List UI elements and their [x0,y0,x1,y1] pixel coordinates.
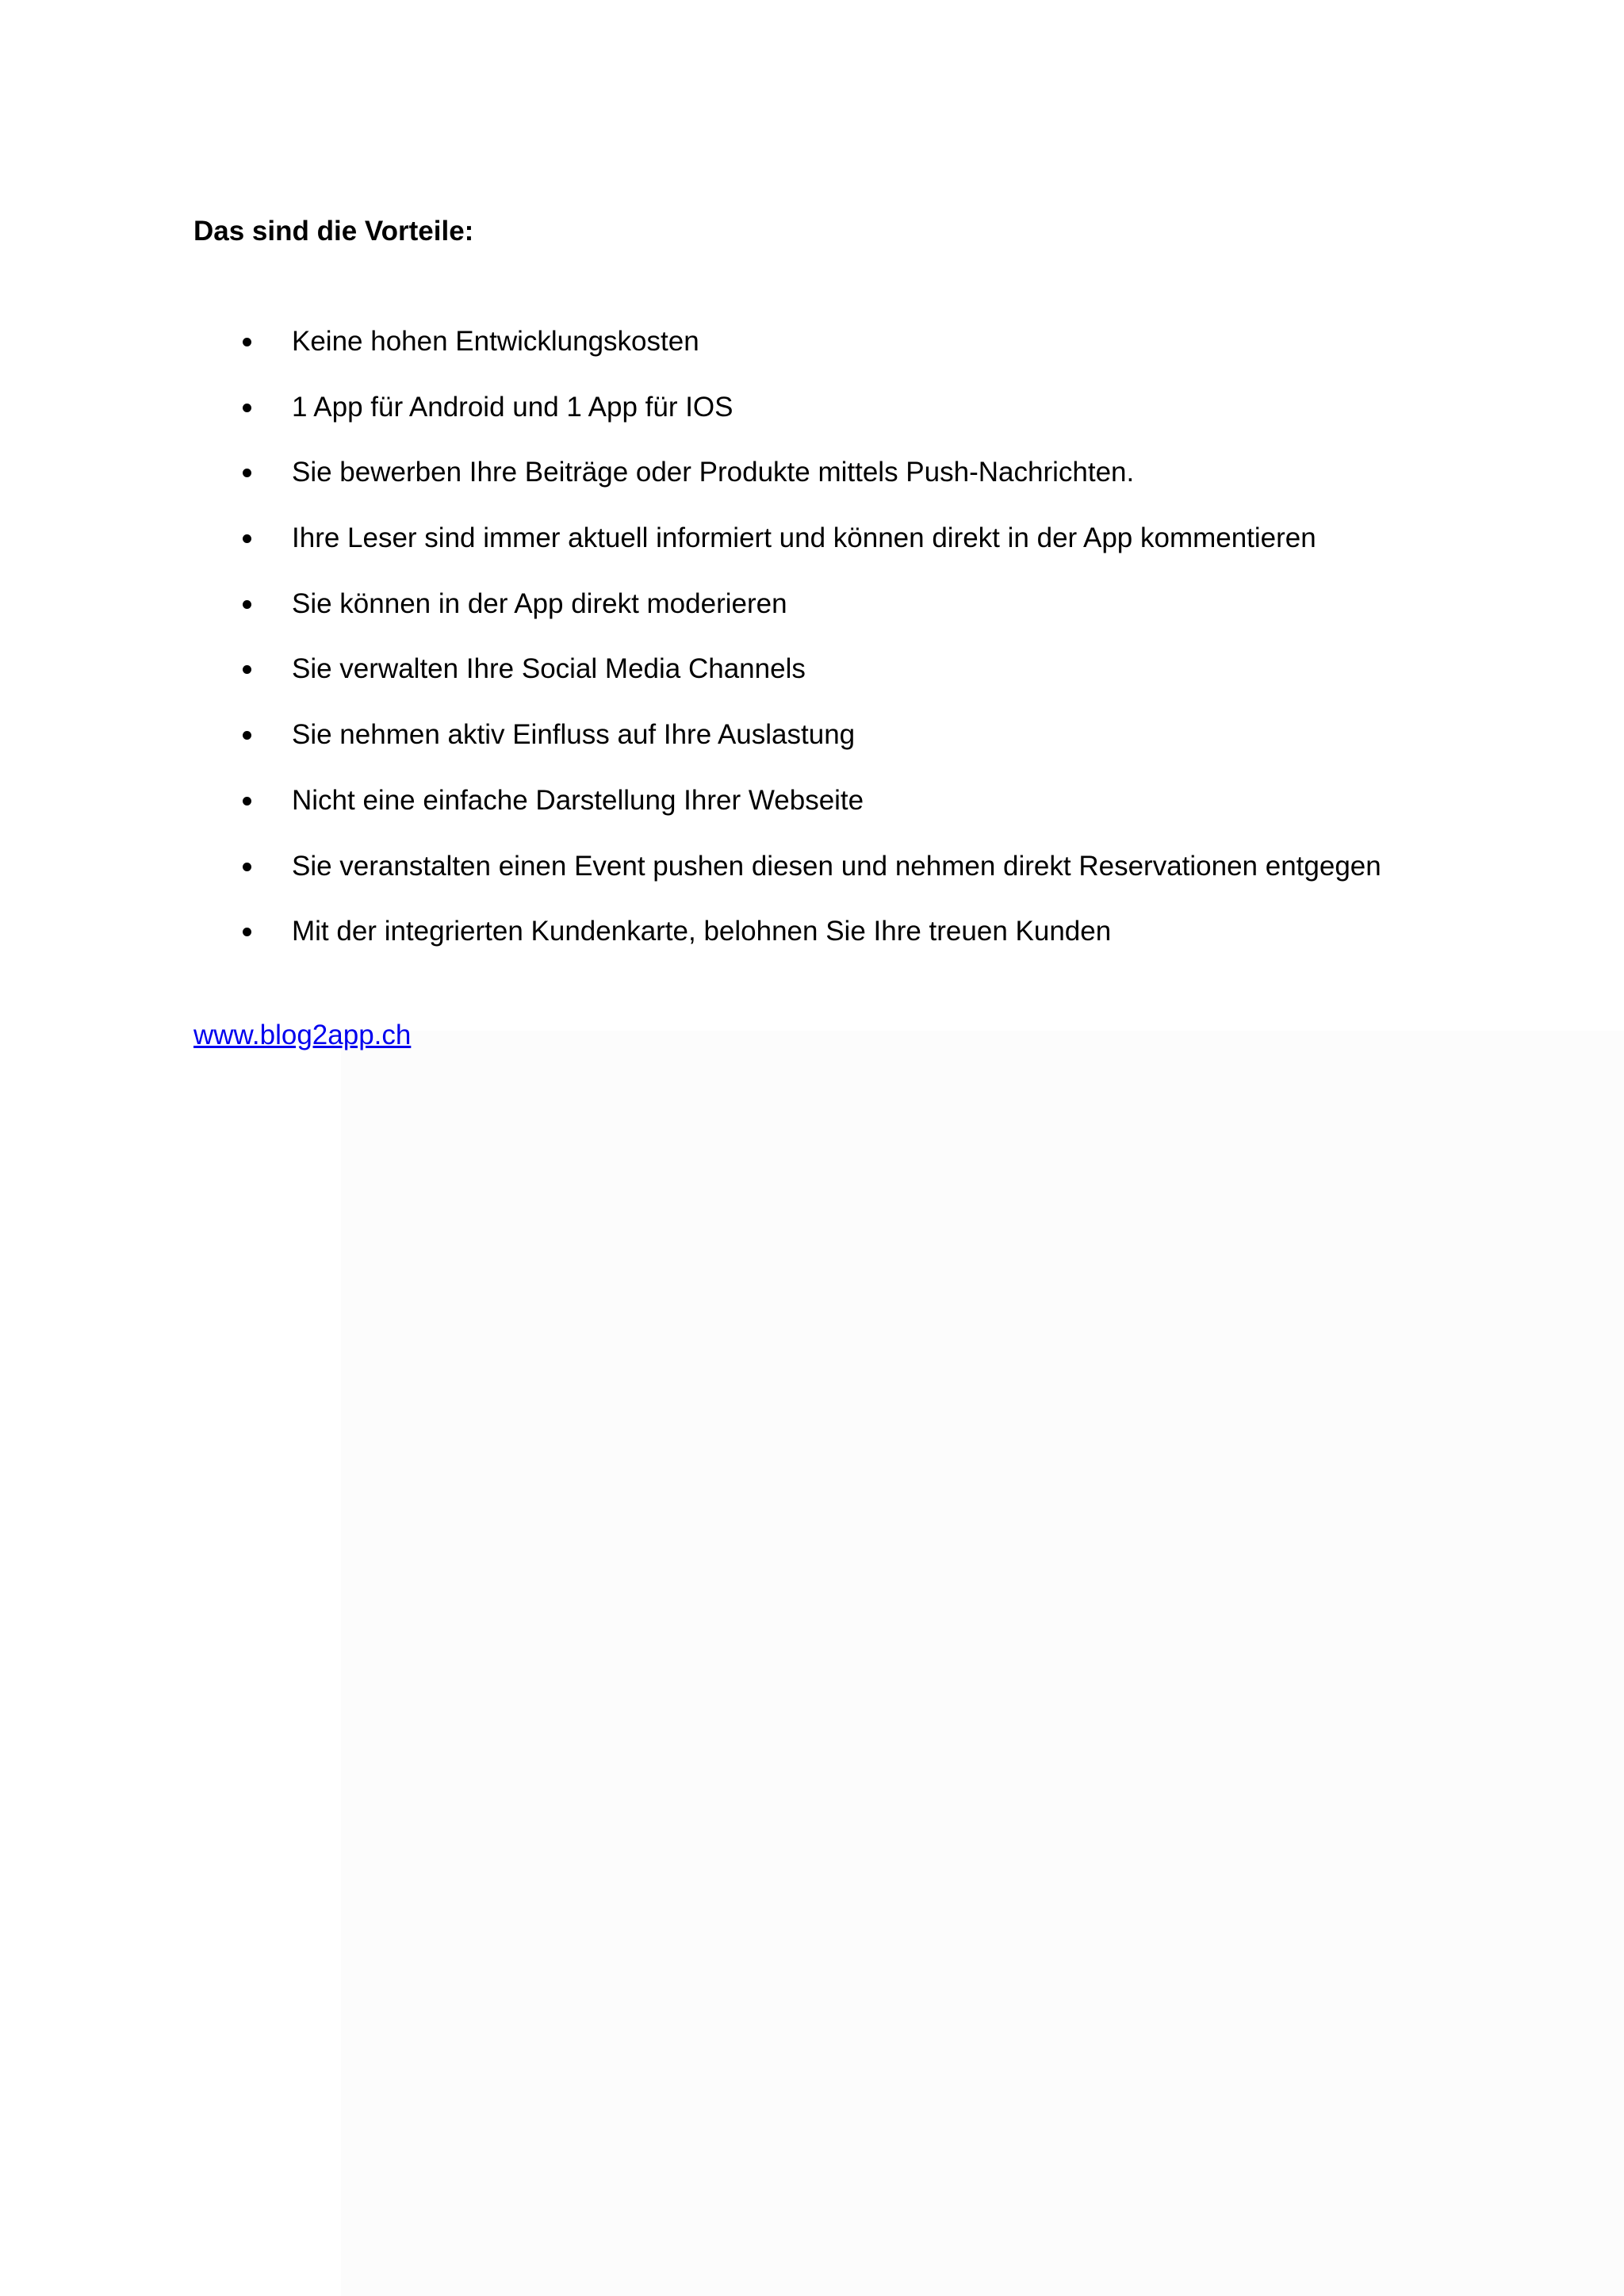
bullet-icon [243,600,251,609]
benefit-text: Ihre Leser sind immer aktuell informiert und können direkt in der App kommentieren [292,522,1316,554]
benefit-text: Sie können in der App direkt moderieren [292,587,787,619]
benefits-heading: Das sind die Vorteile: [193,216,474,247]
benefit-item [193,518,1381,584]
benefit-text: Sie veranstalten einen Event pushen diesen und nehmen direkt Reservationen entgegen [292,850,1381,882]
benefit-text: Nicht eine einfache Darstellung Ihrer Webseite [292,784,864,816]
bullet-icon [243,797,251,806]
benefit-text: Sie nehmen aktiv Einfluss auf Ihre Auslastung [292,719,856,751]
bullet-icon [243,469,251,477]
benefit-item [193,321,1381,387]
benefit-text: Mit der integrierten Kundenkarte, belohnen Sie Ihre treuen Kunden [292,916,1112,947]
benefit-item [193,846,1381,912]
bullet-icon [243,404,251,412]
benefit-item [193,649,1381,714]
website-link[interactable]: www.blog2app.ch [193,1020,412,1050]
bullet-icon [243,731,251,740]
page-shade [341,1031,1624,2296]
benefit-item [193,584,1381,649]
benefit-item [193,714,1381,780]
bullet-icon [243,665,251,674]
benefit-item [193,387,1381,453]
benefit-text: Sie verwalten Ihre Social Media Channels [292,653,806,685]
benefit-item [193,911,1381,977]
benefit-text: 1 App für Android und 1 App für IOS [292,391,733,423]
bullet-icon [243,863,251,871]
benefit-text: Sie bewerben Ihre Beiträge oder Produkte mittels Push-Nachrichten. [292,457,1135,488]
bullet-icon [243,338,251,346]
bullet-icon [243,928,251,936]
benefit-item [193,452,1381,518]
benefit-item [193,780,1381,846]
bullet-icon [243,534,251,543]
benefit-text: Keine hohen Entwicklungskosten [292,326,699,357]
benefits-list [193,321,1381,977]
